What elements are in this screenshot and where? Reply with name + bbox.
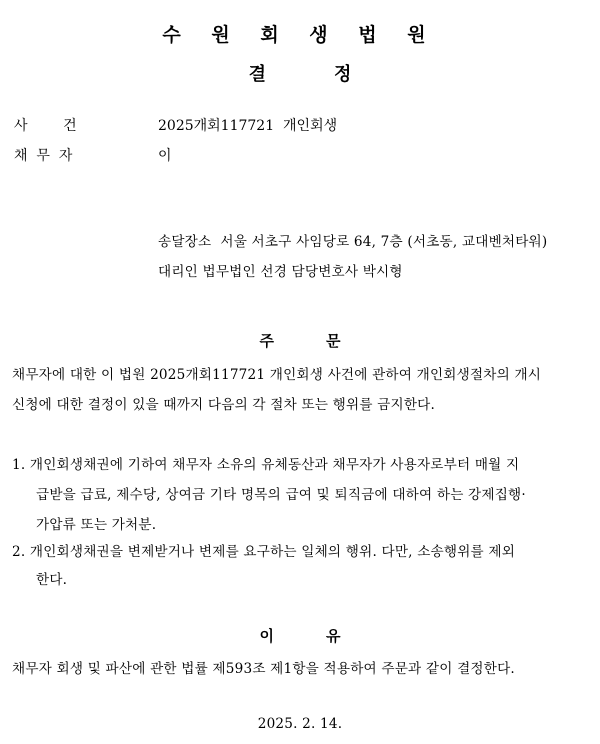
- order-item-2-line-1: 2. 개인회생채권을 변제받거나 변제를 요구하는 일체의 행위. 다만, 소송행위를 제외: [12, 544, 516, 560]
- document-type-right: 정: [334, 64, 352, 85]
- order-intro-line-1: 채무자에 대한 이 법원 2025개회117721 개인회생 사건에 관하여 개인회생절차의 개시: [12, 367, 542, 383]
- order-item-2-line-2: 한다.: [36, 572, 68, 588]
- case-label: 사 건: [14, 118, 77, 134]
- court-name: 수 원 회 생 법 원: [162, 24, 438, 46]
- document-type: [0, 60, 600, 86]
- decision-date: 2025. 2. 14.: [257, 716, 343, 732]
- order-title-right: 문: [326, 332, 341, 350]
- order-section-title: [0, 330, 600, 351]
- order-intro-line-2: 신청에 대한 결정이 있을 때까지 다음의 각 절차 또는 행위를 금지한다.: [12, 397, 436, 413]
- document-type-left: 결: [248, 64, 266, 85]
- service-address-value: 서울 서초구 사임당로 64, 7층 (서초동, 교대벤처타워): [220, 234, 548, 250]
- debtor-value: 이: [158, 148, 172, 164]
- order-item-1-line-2: 급받을 급료, 제수당, 상여금 기타 명목의 급여 및 퇴직금에 대하여 하는 강제집행·: [36, 487, 526, 503]
- reason-section-title: [0, 625, 600, 646]
- legal-agent: 대리인 법무법인 선경 담당변호사 박시형: [158, 264, 403, 280]
- order-item-1-line-1: 1. 개인회생채권에 기하여 채무자 소유의 유체동산과 채무자가 사용자로부터 매월 지: [12, 457, 520, 473]
- reason-title-left: 이: [259, 627, 274, 645]
- service-address-label: 송달장소: [158, 234, 212, 250]
- reason-text: 채무자 회생 및 파산에 관한 법률 제593조 제1항을 적용하여 주문과 같이 결정한다.: [12, 661, 515, 677]
- case-value: 2025개회117721 개인회생: [158, 118, 338, 134]
- service-address: [158, 230, 547, 250]
- reason-title-right: 유: [326, 627, 341, 645]
- order-title-left: 주: [259, 332, 274, 350]
- order-item-1-line-3: 가압류 또는 가처분.: [36, 517, 157, 533]
- debtor-label: 채 무 자: [14, 148, 73, 164]
